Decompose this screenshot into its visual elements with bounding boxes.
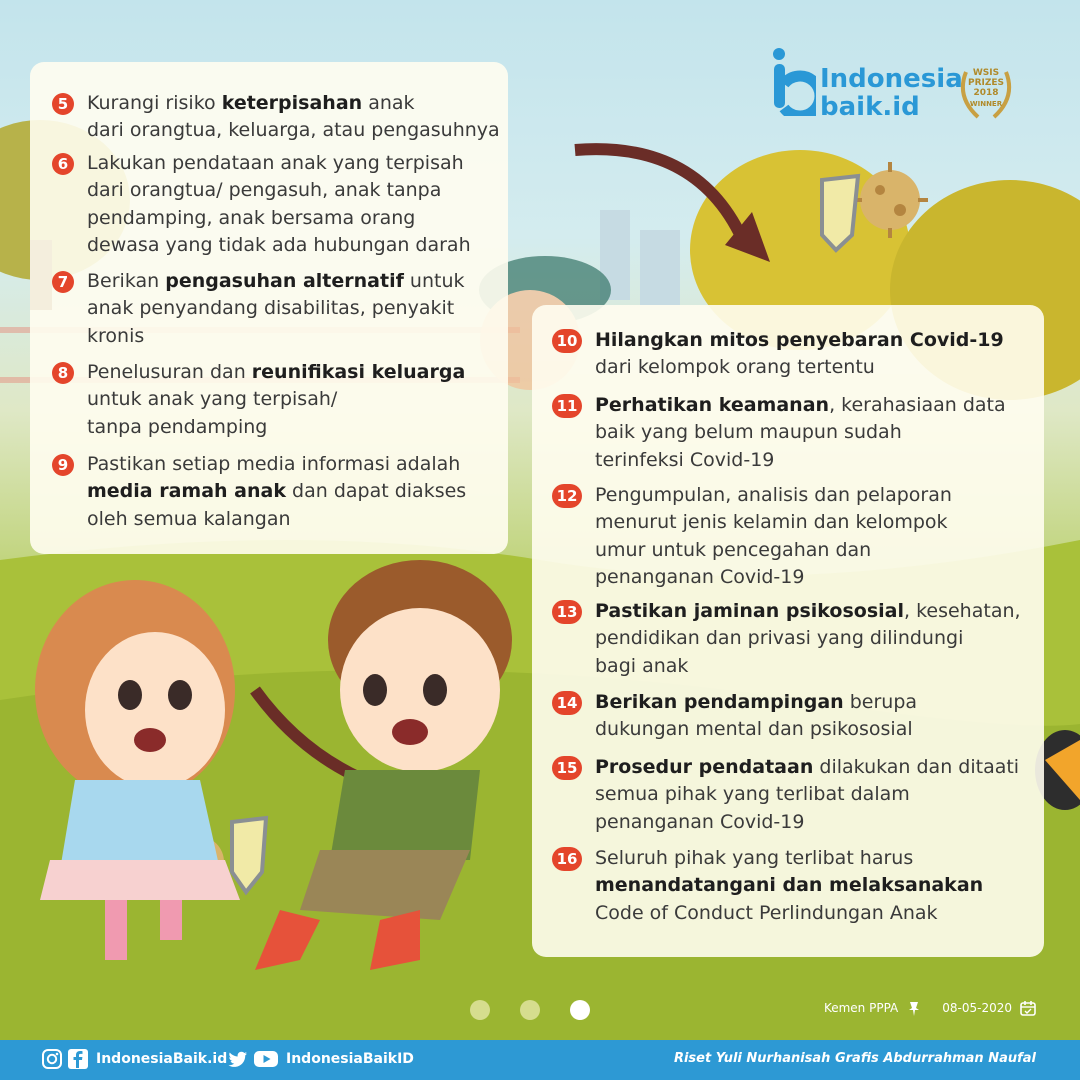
body-text: pendamping, anak bersama orang	[87, 206, 416, 229]
body-text: untuk	[403, 270, 465, 292]
page-dot-1[interactable]	[470, 1000, 490, 1020]
award-line-1: WSIS	[972, 68, 1000, 78]
footer-bar	[0, 1040, 1080, 1080]
emphasis-text: Hilangkan mitos penyebaran Covid-19	[595, 329, 1004, 351]
step-text	[595, 392, 1006, 474]
emphasis-text: menandatangani dan melaksanakan	[595, 874, 984, 897]
award-line-3: 2018	[973, 88, 999, 98]
source-and-date	[824, 1000, 1036, 1016]
step-number-badge: 13	[552, 600, 582, 624]
emphasis-text: Berikan pendampingan	[595, 691, 844, 713]
facebook-icon[interactable]	[68, 1049, 88, 1069]
emphasis-text: Prosedur pendataan	[595, 756, 814, 778]
step-text	[87, 150, 471, 259]
step-number-badge: 12	[552, 484, 582, 508]
list-item	[552, 689, 917, 744]
step-number-badge: 8	[52, 362, 74, 384]
list-item	[52, 451, 466, 533]
body-text: semua pihak yang terlibat dalam	[595, 783, 910, 806]
emphasis-text: reunifikasi keluarga	[251, 361, 466, 383]
list-item	[552, 392, 1006, 474]
step-number-badge: 16	[552, 847, 582, 871]
body-text: bagi anak	[595, 654, 689, 677]
step-number-badge: 10	[552, 329, 582, 353]
date-text: 08-05-2020	[942, 1001, 1012, 1015]
steps-panel-left	[30, 62, 508, 554]
award-line-4: WINNER	[969, 100, 1003, 108]
step-text	[595, 689, 917, 744]
list-item	[52, 359, 465, 441]
body-text: untuk anak yang terpisah/	[87, 388, 338, 411]
list-item	[552, 327, 1004, 382]
logo-line-2: baik.id	[820, 92, 920, 122]
step-number-badge: 14	[552, 691, 582, 715]
step-text	[595, 845, 983, 927]
emphasis-text: media ramah anak	[87, 480, 286, 503]
body-text: dari orangtua/ pengasuh, anak tanpa	[87, 179, 442, 202]
body-text: penanganan Covid-19	[595, 810, 805, 833]
step-number-badge: 5	[52, 93, 74, 115]
list-item	[552, 598, 1021, 680]
body-text: terinfeksi Covid-19	[595, 448, 775, 471]
list-item	[52, 150, 471, 259]
body-text: Berikan	[87, 270, 166, 292]
logo-b-icon	[770, 46, 816, 116]
step-text	[87, 90, 500, 145]
step-number-badge: 11	[552, 394, 582, 418]
body-text: oleh semua kalangan	[87, 507, 291, 530]
list-item	[52, 268, 465, 350]
page-dot-3[interactable]	[570, 1000, 590, 1020]
step-text	[87, 451, 466, 533]
step-number-badge: 6	[52, 153, 74, 175]
step-text	[595, 482, 952, 591]
body-text: dari orangtua, keluarga, atau pengasuhnya	[87, 119, 500, 142]
list-item	[552, 482, 952, 591]
emphasis-text: pengasuhan alternatif	[165, 270, 404, 292]
emphasis-text: keterpisahan	[221, 92, 363, 114]
body-text: penanganan Covid-19	[595, 565, 805, 588]
pin-icon	[906, 1000, 922, 1016]
twitter-icon[interactable]	[228, 1049, 248, 1069]
body-text: Penelusuran dan	[87, 361, 252, 383]
step-text	[595, 754, 1019, 836]
step-number-badge: 9	[52, 454, 74, 476]
footer-handle-right[interactable]: IndonesiaBaikID	[286, 1051, 414, 1067]
body-text: Lakukan pendataan anak yang terpisah	[87, 152, 464, 174]
body-text: anak penyandang disabilitas, penyakit	[87, 297, 455, 320]
step-text	[87, 268, 465, 350]
body-text: anak	[362, 92, 415, 114]
body-text: baik yang belum maupun sudah	[595, 421, 902, 444]
body-text: Kurangi risiko	[87, 92, 222, 114]
calendar-icon	[1020, 1000, 1036, 1016]
body-text: pendidikan dan privasi yang dilindungi	[595, 627, 964, 650]
award-line-2: PRIZES	[967, 78, 1005, 88]
source-text: Kemen PPPA	[823, 1001, 899, 1015]
footer-credits: Riset Yuli Nurhanisah Grafis Abdurrahman Naufal	[673, 1051, 1036, 1066]
body-text: menurut jenis kelamin dan kelompok	[595, 511, 948, 534]
instagram-icon[interactable]	[42, 1049, 62, 1069]
step-text	[87, 359, 465, 441]
emphasis-text: Perhatikan keamanan	[595, 394, 830, 416]
body-text: Pengumpulan, analisis dan pelaporan	[595, 484, 952, 506]
list-item	[552, 845, 983, 927]
body-text: berupa	[843, 691, 918, 713]
body-text: tanpa pendamping	[87, 415, 268, 438]
footer-handle-left[interactable]: IndonesiaBaik.id	[96, 1051, 228, 1067]
body-text: , kerahasiaan data	[829, 394, 1006, 416]
steps-panel-right	[532, 305, 1044, 957]
step-text	[595, 327, 1004, 382]
wsis-award-badge	[956, 62, 1016, 122]
body-text: Seluruh pihak yang terlibat harus	[595, 847, 914, 869]
youtube-icon[interactable]	[254, 1049, 278, 1069]
list-item	[552, 754, 1019, 836]
body-text: dukungan mental dan psikososial	[595, 718, 913, 741]
body-text: Code of Conduct Perlindungan Anak	[595, 901, 938, 924]
body-text: , kesehatan,	[904, 600, 1021, 622]
emphasis-text: Pastikan jaminan psikososial	[595, 600, 904, 622]
page-dot-2[interactable]	[520, 1000, 540, 1020]
logo-line-1: Indonesia	[820, 64, 963, 94]
body-text: umur untuk pencegahan dan	[595, 538, 872, 561]
step-number-badge: 15	[552, 756, 582, 780]
step-text	[595, 598, 1021, 680]
body-text: Pastikan setiap media informasi adalah	[87, 453, 461, 475]
body-text: dilakukan dan ditaati	[813, 756, 1020, 778]
list-item	[52, 90, 500, 145]
body-text: dewasa yang tidak ada hubungan darah	[87, 233, 471, 256]
body-text: kronis	[87, 324, 145, 347]
step-number-badge: 7	[52, 271, 74, 293]
body-text: dan dapat diakses	[286, 480, 467, 503]
body-text: dari kelompok orang tertentu	[595, 356, 875, 379]
